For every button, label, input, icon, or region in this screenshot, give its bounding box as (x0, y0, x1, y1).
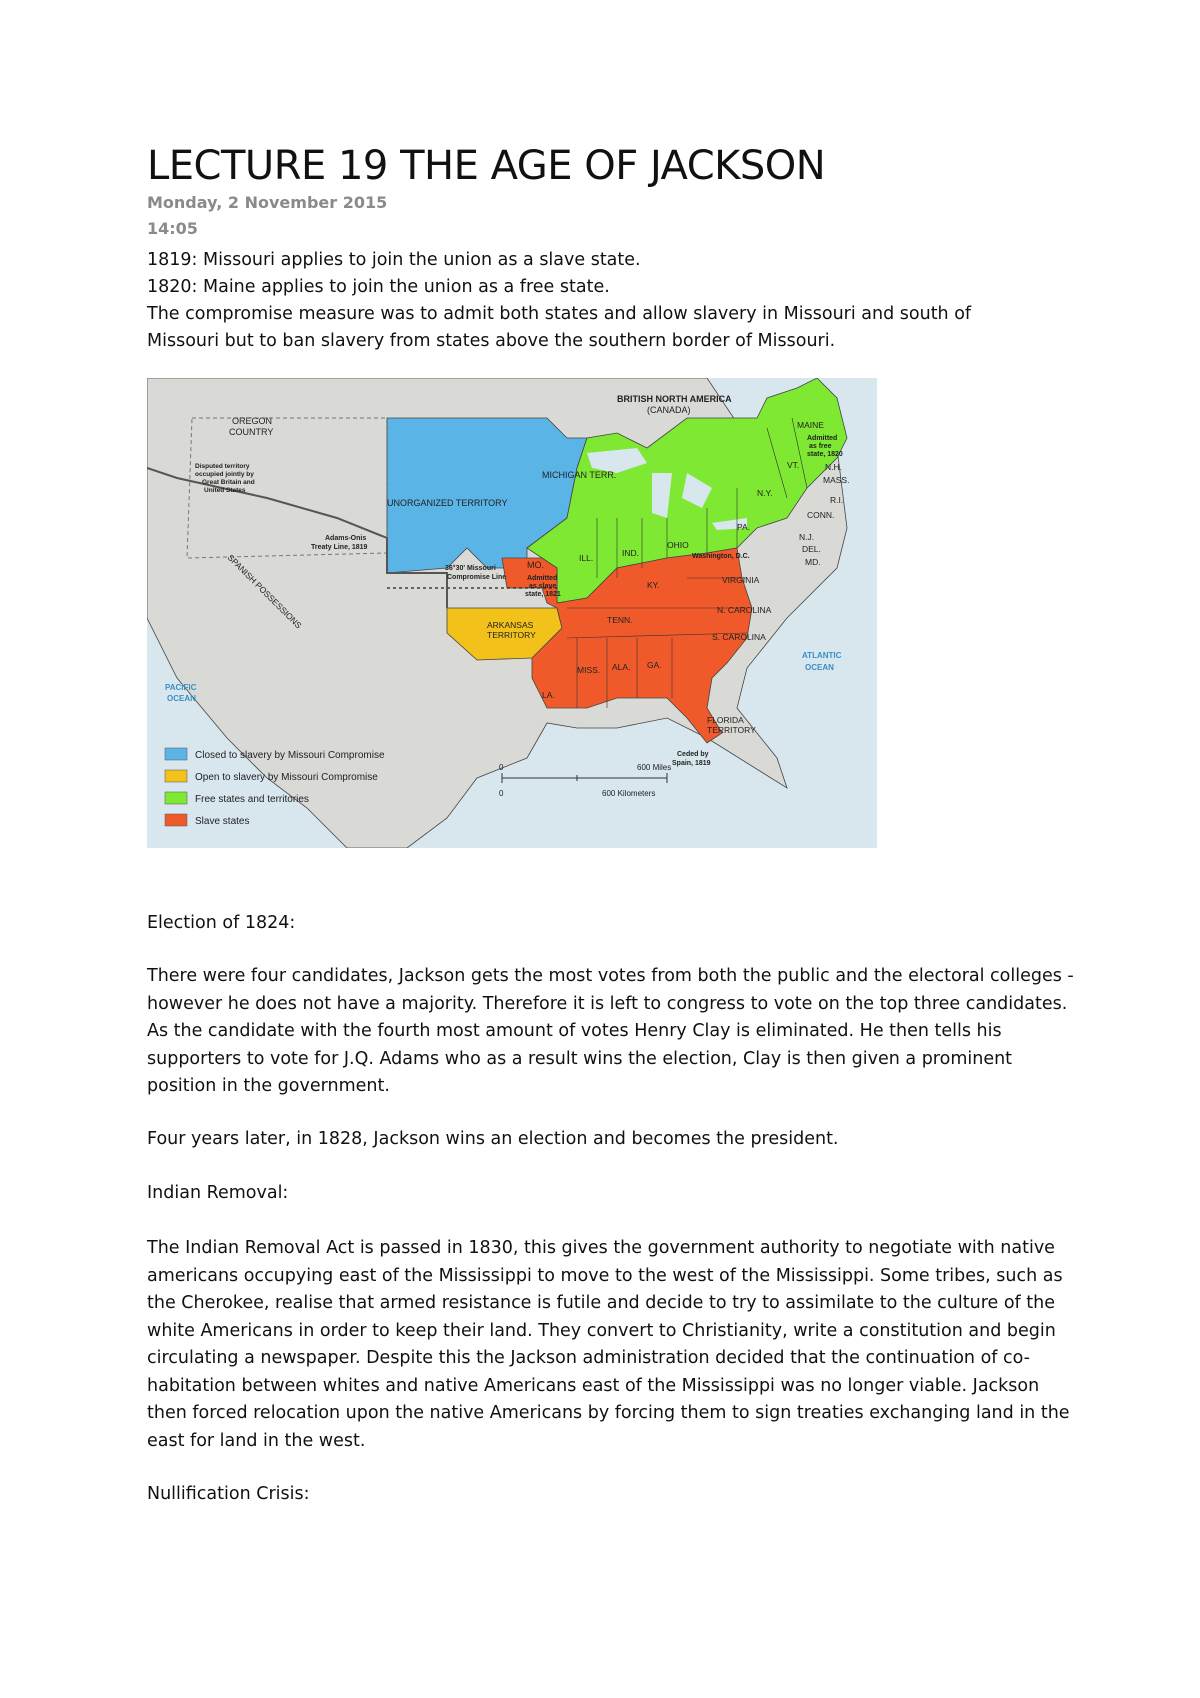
map-label-vt: VT. (787, 460, 800, 470)
legend-swatch (165, 748, 187, 760)
map-label-michigan: MICHIGAN TERR. (542, 470, 617, 480)
note-date: Monday, 2 November 2015 (147, 193, 388, 212)
map-label-tenn: TENN. (607, 615, 633, 625)
legend-swatch (165, 792, 187, 804)
map-label-mo-admitted2: as slave (529, 583, 557, 590)
map-label-british: BRITISH NORTH AMERICA (617, 394, 732, 404)
map-label-oregon1: OREGON (232, 416, 273, 426)
map-label-disputed3: Great Britain and (202, 479, 255, 486)
map-label-washington: Washington, D.C. (692, 553, 750, 560)
map-label-pacific2: OCEAN (167, 694, 196, 703)
map-label-scarolina: S. CAROLINA (712, 632, 766, 642)
legend-label: Closed to slavery by Missouri Compromise (195, 750, 385, 761)
map-label-compromise2: Compromise Line (447, 574, 507, 581)
map-label-ny: N.Y. (757, 488, 773, 498)
scale-km: 600 Kilometers (602, 789, 656, 798)
map-label-ga: GA. (647, 660, 662, 670)
map-label-del: DEL. (802, 544, 821, 554)
map-label-mo: MO. (527, 560, 544, 570)
page-title: LECTURE 19 THE AGE OF JACKSON (147, 143, 826, 189)
intro-line-compromise-2: Missouri but to ban slavery from states above the southern border of Missouri. (147, 331, 836, 351)
indian-body: The Indian Removal Act is passed in 1830, this gives the government authority to negotiate with native americans occupying east of the Mississippi to move to the west of the Mississippi. Some tribes, such as the Cherokee, realise that armed resistance is futile and decide to try to assimilate to the culture of the white Americans in order to keep their land. They convert to Christianity, write a constitution and begin circulating a newspaper. Despite this the Jackson administration decided that the continuation of co-habitation between whites and native Americans east of the Mississippi was no longer viable. Jackson then forced relocation upon the native Americans by forcing them to sign treaties exchanging land in the east for land in the west. (147, 1238, 1070, 1451)
map-label-florida1: FLORIDA (707, 715, 744, 725)
map-label-spanish: SPANISH POSSESSIONS (225, 552, 304, 631)
map-label-ceded2: Spain, 1819 (672, 760, 711, 767)
map-label-maine-adm1: Admitted (807, 435, 838, 442)
election-heading: Election of 1824: (147, 913, 296, 933)
map-label-florida2: TERRITORY (707, 725, 756, 735)
map-label-miss: MISS. (577, 665, 601, 675)
intro-line-1819: 1819: Missouri applies to join the union as a slave state. (147, 250, 641, 270)
map-label-ky: KY. (647, 580, 660, 590)
map-label-oregon2: COUNTRY (229, 427, 274, 437)
map-label-md: MD. (805, 557, 821, 567)
legend-swatch (165, 814, 187, 826)
intro-line-1820: 1820: Maine applies to join the union as a free state. (147, 277, 610, 297)
indian-heading: Indian Removal: (147, 1183, 289, 1203)
map-label-adams1: Adams-Onis (325, 535, 367, 542)
map-label-ill: ILL. (579, 553, 594, 563)
map-label-maine-adm2: as free (809, 443, 832, 450)
map-label-arkansas1: ARKANSAS (487, 620, 534, 630)
legend-swatch (165, 770, 187, 782)
legend-label: Slave states (195, 816, 250, 827)
map-label-ceded1: Ceded by (677, 751, 709, 758)
map-label-unorganized: UNORGANIZED TERRITORY (387, 498, 508, 508)
legend-label: Free states and territories (195, 794, 309, 805)
map-label-ind: IND. (622, 548, 639, 558)
note-time: 14:05 (147, 219, 198, 238)
election-later: Four years later, in 1828, Jackson wins an election and becomes the president. (147, 1129, 839, 1149)
map-label-pacific1: PACIFIC (165, 683, 197, 692)
map-label-arkansas2: TERRITORY (487, 630, 536, 640)
intro-line-compromise-1: The compromise measure was to admit both states and allow slavery in Missouri and south of (147, 304, 972, 324)
map-label-compromise1: 36°30' Missouri (445, 565, 496, 572)
map-label-atlantic1: ATLANTIC (802, 651, 842, 660)
map-label-nh: N.H. (825, 462, 842, 472)
map-label-pa: PA. (737, 522, 751, 532)
map-label-mo-admitted3: state, 1821 (525, 591, 561, 598)
map-label-ohio: OHIO (667, 540, 689, 550)
map-label-adams2: Treaty Line, 1819 (311, 544, 368, 551)
map-label-nj: N.J. (799, 532, 815, 542)
map-label-disputed2: occupied jointly by (195, 471, 254, 478)
map-label-maine-adm3: state, 1820 (807, 451, 843, 458)
map-svg (147, 378, 877, 848)
map-label-mass: MASS. (823, 475, 850, 485)
scale-zero-bottom: 0 (499, 789, 504, 798)
map-label-ri: R.I. (830, 495, 844, 505)
map-label-mo-admitted1: Admitted (527, 575, 558, 582)
map-label-ala: ALA. (612, 662, 631, 672)
map-label-la: LA. (542, 690, 555, 700)
scale-miles: 600 Miles (637, 763, 672, 772)
map-label-virginia: VIRGINIA (722, 575, 760, 585)
map-label-conn: CONN. (807, 510, 835, 520)
map-label-atlantic2: OCEAN (805, 663, 834, 672)
scale-zero-top: 0 (499, 763, 504, 772)
map-label-disputed4: United States (204, 487, 246, 494)
missouri-compromise-map (147, 378, 877, 848)
map-label-maine: MAINE (797, 420, 824, 430)
nullification-heading: Nullification Crisis: (147, 1484, 310, 1504)
election-body: There were four candidates, Jackson gets the most votes from both the public and the electoral colleges - however he does not have a majority. Therefore it is left to congress to vote on the top three candidates. As the candidate with the fourth most amount of votes Henry Clay is eliminated. He then tells his supporters to vote for J.Q. Adams who as a result wins the election, Clay is then given a prominent position in the government. (147, 966, 1074, 1096)
legend-label: Open to slavery by Missouri Compromise (195, 772, 378, 783)
map-label-canada: (CANADA) (647, 405, 691, 415)
map-label-disputed1: Disputed territory (195, 463, 250, 470)
map-label-ncarolina: N. CAROLINA (717, 605, 772, 615)
